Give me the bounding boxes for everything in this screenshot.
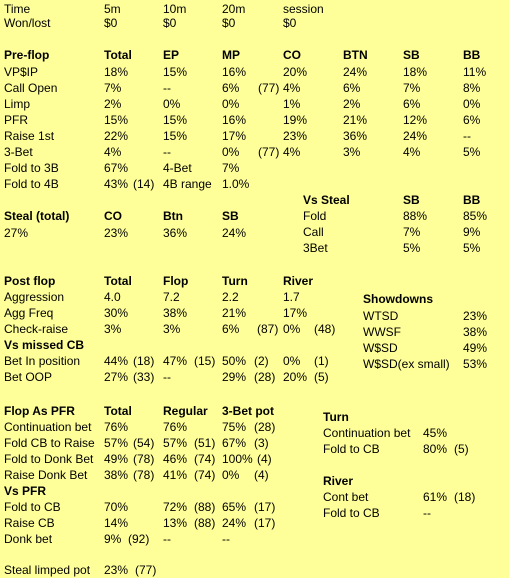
wsd-label: W$SD <box>363 341 398 355</box>
cell-btn: 36% <box>343 129 368 143</box>
bet-oop-total: 27% <box>104 370 129 384</box>
turn-cbet-value: 45% <box>423 426 448 440</box>
turn-fold-to-cb-label: Fold to CB <box>323 442 380 456</box>
fold-to-3b-label: Fold to 3B <box>4 161 59 175</box>
cell-ep: -- <box>163 81 171 95</box>
steal-btn-value: 36% <box>163 226 188 240</box>
wtsd-label: WTSD <box>363 309 399 323</box>
preflop-col-bb: BB <box>463 48 481 62</box>
donk-bet-total: 9% <box>104 532 122 546</box>
steal-limped-pot-label: Steal limped pot <box>4 563 91 577</box>
fold-to-cb-3bet: 65% <box>222 500 247 514</box>
river-fold-to-cb-label: Fold to CB <box>323 506 380 520</box>
raise-donk-3bet-count: (4) <box>254 468 269 482</box>
aggression-turn: 2.2 <box>222 290 239 304</box>
cell-co: 4% <box>283 145 301 159</box>
steal-co-value: 23% <box>104 226 129 240</box>
check-raise-river-count: (48) <box>314 322 336 336</box>
wonlost-label: Won/lost <box>4 16 51 30</box>
raise-donk-label: Raise Donk Bet <box>4 468 88 482</box>
preflop-col-sb: SB <box>403 48 420 62</box>
steal-col-btn: Btn <box>163 209 183 223</box>
vs-steal-call-sb: 7% <box>403 225 421 239</box>
wwsf-value: 38% <box>463 325 488 339</box>
raise-cb-total: 14% <box>104 516 129 530</box>
bet-ip-river-count: (1) <box>314 354 329 368</box>
cell-btn: 2% <box>343 97 361 111</box>
steal-header: Steal (total) <box>4 209 70 223</box>
bet-oop-total-count: (33) <box>133 370 155 384</box>
cell-bb: 5% <box>463 145 481 159</box>
four-bet-range-label: 4B range <box>163 177 212 191</box>
raise-cb-regular: 13% <box>163 516 188 530</box>
cell-co: 1% <box>283 97 301 111</box>
raise-donk-regular: 41% <box>163 468 188 482</box>
donk-bet-total-count: (92) <box>128 532 150 546</box>
fold-to-4b-count: (14) <box>133 177 155 191</box>
cell-ep: 15% <box>163 129 188 143</box>
raise-donk-3bet: 0% <box>222 468 240 482</box>
fold-cb-raise-label: Fold CB to Raise <box>4 436 95 450</box>
cell-ep: 0% <box>163 97 181 111</box>
bet-oop-river: 20% <box>283 370 308 384</box>
check-raise-total: 3% <box>104 322 122 336</box>
bet-ip-flop: 47% <box>163 354 188 368</box>
cell-bb: 6% <box>463 113 481 127</box>
cell-co: 23% <box>283 129 308 143</box>
cell-sb: 6% <box>403 97 421 111</box>
cell-mp: 17% <box>222 129 247 143</box>
preflop-col-ep: EP <box>163 48 180 62</box>
cell-sb: 4% <box>403 145 421 159</box>
time-session: session <box>283 2 324 16</box>
flop-as-pfr-col-regular: Regular <box>163 404 208 418</box>
wsd-ex-small-label: W$SD(ex small) <box>363 357 450 371</box>
flop-as-pfr-col-3bet: 3-Bet pot <box>222 404 274 418</box>
cbet-total: 76% <box>104 420 129 434</box>
cell-total: 18% <box>104 65 129 79</box>
river-fold-to-cb-value: -- <box>423 506 431 520</box>
wtsd-value: 23% <box>463 309 488 323</box>
check-raise-flop: 3% <box>163 322 181 336</box>
cell-co: 20% <box>283 65 308 79</box>
aggression-flop: 7.2 <box>163 290 180 304</box>
bet-oop-flop: -- <box>163 370 171 384</box>
cell-total: 4% <box>104 145 122 159</box>
donk-bet-3bet: -- <box>222 532 230 546</box>
turn-fold-to-cb-value: 80% <box>423 442 448 456</box>
time-10m: 10m <box>163 2 187 16</box>
steal-limped-pot-value: 23% <box>104 563 129 577</box>
time-5m: 5m <box>104 2 121 16</box>
check-raise-turn-count: (87) <box>257 322 279 336</box>
wonlost-10m: $0 <box>163 16 177 30</box>
cell-total: 7% <box>104 81 122 95</box>
fold-donk-3bet: 100% <box>222 452 253 466</box>
preflop-col-total: Total <box>104 48 132 62</box>
four-bet-range-value: 1.0% <box>222 177 250 191</box>
agg-freq-turn: 21% <box>222 306 247 320</box>
fold-to-cb-label: Fold to CB <box>4 500 61 514</box>
cell-mp: 0% <box>222 97 240 111</box>
cell-mp: 16% <box>222 65 247 79</box>
preflop-col-co: CO <box>283 48 301 62</box>
river-header: River <box>323 474 354 488</box>
fold-cb-raise-regular: 57% <box>163 436 188 450</box>
steal-col-co: CO <box>104 209 122 223</box>
steal-limped-pot-count: (77) <box>135 563 157 577</box>
fold-cb-raise-3bet: 67% <box>222 436 247 450</box>
fold-cb-raise-regular-count: (51) <box>194 436 216 450</box>
cell-mp: 16% <box>222 113 247 127</box>
vs-steal-call-label: Call <box>303 225 324 239</box>
wwsf-label: WWSF <box>363 325 401 339</box>
cell-total: 22% <box>104 129 129 143</box>
cell-btn: 24% <box>343 65 368 79</box>
vs-pfr-header: Vs PFR <box>4 484 47 498</box>
bet-ip-total: 44% <box>104 354 129 368</box>
river-cbet-label: Cont bet <box>323 490 369 504</box>
wonlost-5m: $0 <box>104 16 118 30</box>
cell-sb: 24% <box>403 129 428 143</box>
cell-sb: 18% <box>403 65 428 79</box>
fold-to-4b-label: Fold to 4B <box>4 177 59 191</box>
fold-donk-total: 49% <box>104 452 129 466</box>
fold-donk-label: Fold to Donk Bet <box>4 452 94 466</box>
row-label: Limp <box>4 97 31 111</box>
fold-donk-total-count: (78) <box>133 452 155 466</box>
fold-to-3b-value: 67% <box>104 161 129 175</box>
row-label: 3-Bet <box>4 145 33 159</box>
cell-total: 15% <box>104 113 129 127</box>
raise-donk-total: 38% <box>104 468 129 482</box>
cbet-regular: 76% <box>163 420 188 434</box>
cell-btn: 21% <box>343 113 368 127</box>
fold-to-cb-3bet-count: (17) <box>254 500 276 514</box>
postflop-header: Post flop <box>4 274 56 288</box>
aggression-river: 1.7 <box>283 290 300 304</box>
fold-to-cb-total: 70% <box>104 500 129 514</box>
cell-bb: 8% <box>463 81 481 95</box>
vs-steal-3bet-label: 3Bet <box>303 241 328 255</box>
fold-donk-3bet-count: (4) <box>257 452 272 466</box>
postflop-col-flop: Flop <box>163 274 189 288</box>
row-label: VP$IP <box>4 65 39 79</box>
cell-bb: 11% <box>463 65 487 79</box>
agg-freq-flop: 38% <box>163 306 188 320</box>
four-bet-value: 7% <box>222 161 240 175</box>
river-cbet-count: (18) <box>454 490 476 504</box>
fold-cb-raise-total: 57% <box>104 436 129 450</box>
cell-co: 4% <box>283 81 301 95</box>
wonlost-session: $0 <box>283 16 297 30</box>
agg-freq-total: 30% <box>104 306 129 320</box>
flop-as-pfr-header: Flop As PFR <box>4 404 75 418</box>
vs-steal-col-sb: SB <box>403 193 420 207</box>
fold-cb-raise-total-count: (54) <box>133 436 155 450</box>
flop-as-pfr-col-total: Total <box>104 404 132 418</box>
fold-to-cb-regular-count: (88) <box>194 500 216 514</box>
fold-to-cb-regular: 72% <box>163 500 188 514</box>
time-20m: 20m <box>222 2 246 16</box>
donk-bet-regular: -- <box>163 532 171 546</box>
raise-cb-3bet: 24% <box>222 516 247 530</box>
steal-col-sb: SB <box>222 209 239 223</box>
bet-oop-label: Bet OOP <box>4 370 53 384</box>
agg-freq-label: Agg Freq <box>4 306 54 320</box>
row-label: Call Open <box>4 81 58 95</box>
turn-fold-to-cb-count: (5) <box>454 442 469 456</box>
turn-header: Turn <box>323 410 349 424</box>
aggression-label: Aggression <box>4 290 65 304</box>
cell-sb: 12% <box>403 113 428 127</box>
bet-ip-turn-count: (2) <box>254 354 269 368</box>
vs-steal-fold-bb: 85% <box>463 209 488 223</box>
cell-btn: 6% <box>343 81 361 95</box>
bet-oop-turn-count: (28) <box>254 370 276 384</box>
cell-ep: -- <box>163 145 171 159</box>
cell-co: 19% <box>283 113 308 127</box>
postflop-col-river: River <box>283 274 314 288</box>
check-raise-river: 0% <box>283 322 301 336</box>
vs-steal-3bet-sb: 5% <box>403 241 421 255</box>
fold-cb-raise-3bet-count: (3) <box>254 436 269 450</box>
cell-mp-count: (77) <box>258 145 280 159</box>
steal-sb-value: 24% <box>222 226 247 240</box>
cbet-3bet: 75% <box>222 420 247 434</box>
preflop-col-btn: BTN <box>343 48 368 62</box>
steal-total-value: 27% <box>4 226 29 240</box>
fold-donk-regular-count: (74) <box>194 452 216 466</box>
wsd-value: 49% <box>463 341 488 355</box>
cell-btn: 3% <box>343 145 361 159</box>
river-cbet-value: 61% <box>423 490 448 504</box>
cell-bb: -- <box>463 129 471 143</box>
cell-total: 2% <box>104 97 122 111</box>
bet-ip-river: 0% <box>283 354 301 368</box>
vs-missed-cb-header: Vs missed CB <box>4 338 85 352</box>
cbet-label: Continuation bet <box>4 420 92 434</box>
wsd-ex-small-value: 53% <box>463 357 488 371</box>
row-label: Raise 1st <box>4 129 55 143</box>
check-raise-turn: 6% <box>222 322 240 336</box>
vs-steal-fold-sb: 88% <box>403 209 428 223</box>
four-bet-label: 4-Bet <box>163 161 192 175</box>
time-label: Time <box>4 2 31 16</box>
cell-ep: 15% <box>163 65 188 79</box>
raise-cb-3bet-count: (17) <box>254 516 276 530</box>
showdowns-header: Showdowns <box>363 292 433 306</box>
vs-steal-fold-label: Fold <box>303 209 327 223</box>
cell-mp: 6% <box>222 81 240 95</box>
check-raise-label: Check-raise <box>4 322 69 336</box>
wonlost-20m: $0 <box>222 16 236 30</box>
bet-ip-turn: 50% <box>222 354 247 368</box>
cell-ep: 15% <box>163 113 188 127</box>
raise-donk-regular-count: (74) <box>194 468 216 482</box>
raise-cb-label: Raise CB <box>4 516 55 530</box>
preflop-col-mp: MP <box>222 48 240 62</box>
vs-steal-col-bb: BB <box>463 193 481 207</box>
preflop-header: Pre-flop <box>4 48 50 62</box>
bet-in-position-label: Bet In position <box>4 354 81 368</box>
raise-cb-regular-count: (88) <box>194 516 216 530</box>
postflop-col-total: Total <box>104 274 132 288</box>
donk-bet-label: Donk bet <box>4 532 53 546</box>
bet-oop-river-count: (5) <box>314 370 329 384</box>
cell-mp: 0% <box>222 145 240 159</box>
vs-steal-3bet-bb: 5% <box>463 241 481 255</box>
agg-freq-river: 17% <box>283 306 308 320</box>
raise-donk-total-count: (78) <box>133 468 155 482</box>
cell-mp-count: (77) <box>258 81 280 95</box>
cell-bb: 0% <box>463 97 481 111</box>
cell-sb: 7% <box>403 81 421 95</box>
aggression-total: 4.0 <box>104 290 121 304</box>
row-label: PFR <box>4 113 28 127</box>
fold-to-4b-value: 43% <box>104 177 129 191</box>
vs-steal-header: Vs Steal <box>303 193 350 207</box>
postflop-col-turn: Turn <box>222 274 248 288</box>
fold-donk-regular: 46% <box>163 452 188 466</box>
bet-ip-total-count: (18) <box>133 354 155 368</box>
vs-steal-call-bb: 9% <box>463 225 481 239</box>
bet-oop-turn: 29% <box>222 370 247 384</box>
cbet-3bet-count: (28) <box>254 420 276 434</box>
turn-cbet-label: Continuation bet <box>323 426 411 440</box>
bet-ip-flop-count: (15) <box>194 354 216 368</box>
